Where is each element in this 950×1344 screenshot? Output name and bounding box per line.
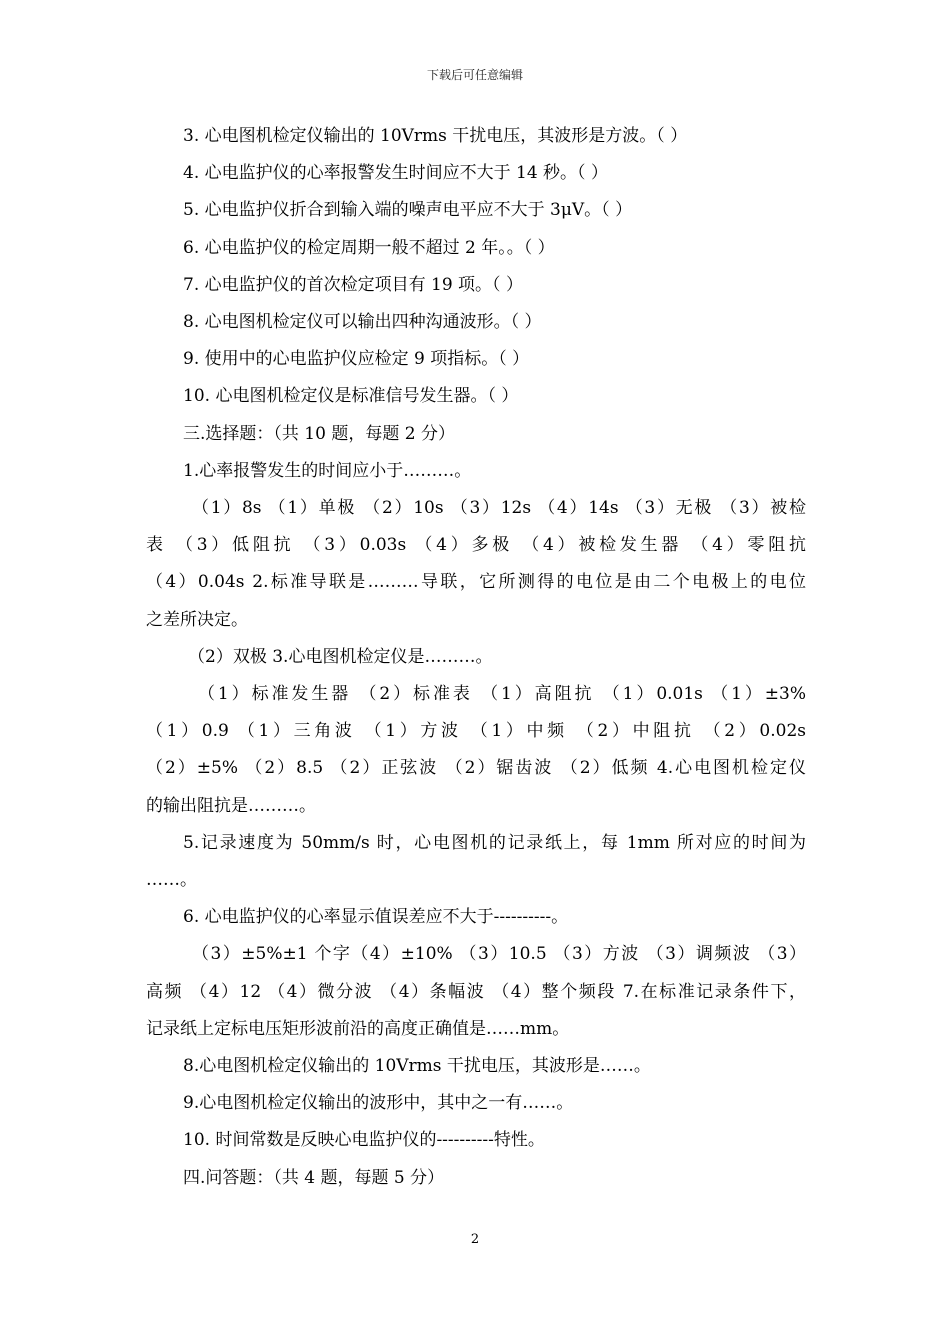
text-line: 的输出阻抗是………。 bbox=[146, 795, 316, 816]
text-line: 3. 心电图机检定仪输出的 10Vrms 干扰电压，其波形是方波。（ ） bbox=[183, 126, 688, 146]
text-line: 8.心电图机检定仪输出的 10Vrms 干扰电压，其波形是……。 bbox=[183, 1056, 651, 1077]
text-line: 7. 心电监护仪的首次检定项目有 19 项。（ ） bbox=[183, 274, 523, 295]
text-line: 四.问答题：（共 4 题，每题 5 分） bbox=[183, 1167, 445, 1188]
text-line: 表 （3）低阻抗 （3）0.03s （4）多极 （4）被检发生器 （4）零阻抗 bbox=[146, 535, 806, 556]
text-line: 6. 心电监护仪的检定周期一般不超过 2 年。。（ ） bbox=[183, 237, 555, 258]
page-header: 下载后可任意编辑 bbox=[426, 68, 523, 82]
text-line: 6. 心电监护仪的心率显示值误差应不大于----------。 bbox=[183, 907, 569, 928]
text-line: 8. 心电图机检定仪可以输出四种沟通波形。（ ） bbox=[183, 312, 542, 333]
text-line: 5.记录速度为 50mm/s 时，心电图机的记录纸上，每 1mm 所对应的时间为 bbox=[183, 832, 806, 853]
text-line: （1）0.9 （1）三角波 （1）方波 （1）中频 （2）中阻抗 （2）0.02s bbox=[146, 721, 806, 742]
text-line: （3）±5%±1 个字（4）±10% （3）10.5 （3）方波 （3）调频波 （3） bbox=[192, 944, 806, 965]
text-line: 10. 时间常数是反映心电监护仪的----------特性。 bbox=[183, 1130, 545, 1151]
text-line: 10. 心电图机检定仪是标准信号发生器。（ ） bbox=[183, 386, 519, 407]
text-line: （2）±5% （2）8.5 （2）正弦波 （2）锯齿波 （2）低频 4.心电图机检定仪 bbox=[146, 758, 806, 779]
text-line: 9. 使用中的心电监护仪应检定 9 项指标。（ ） bbox=[183, 349, 530, 370]
page-number: 2 bbox=[470, 1232, 480, 1247]
text-line: 9.心电图机检定仪输出的波形中，其中之一有……。 bbox=[183, 1093, 574, 1114]
document-body bbox=[146, 118, 806, 1197]
text-line: （1）标准发生器 （2）标准表 （1）高阻抗 （1）0.01s （1）±3% bbox=[198, 684, 806, 705]
text-line: （4）0.04s 2.标准导联是………导联，它所测得的电位是由二个电极上的电位 bbox=[146, 572, 806, 593]
text-line: 之差所决定。 bbox=[146, 609, 248, 630]
text-line: 1.心率报警发生的时间应小于………。 bbox=[183, 460, 472, 481]
text-line: 高频 （4）12 （4）微分波 （4）条幅波 （4）整个频段 7.在标准记录条件下， bbox=[146, 981, 806, 1002]
text-line: （2）双极 3.心电图机检定仪是………。 bbox=[188, 646, 493, 667]
text-line: 记录纸上定标电压矩形波前沿的高度正确值是……mm。 bbox=[146, 1018, 570, 1039]
text-line: 三.选择题：（共 10 题，每题 2 分） bbox=[183, 423, 455, 444]
text-line: 4. 心电监护仪的心率报警发生时间应不大于 14 秒。（ ） bbox=[183, 163, 608, 184]
text-line: 5. 心电监护仪折合到输入端的噪声电平应不大于 3μV。（ ） bbox=[183, 200, 633, 221]
text-line: ……。 bbox=[146, 870, 197, 891]
text-line: （1）8s （1）单极 （2）10s （3）12s （4）14s （3）无极 （3）被检 bbox=[192, 498, 806, 519]
